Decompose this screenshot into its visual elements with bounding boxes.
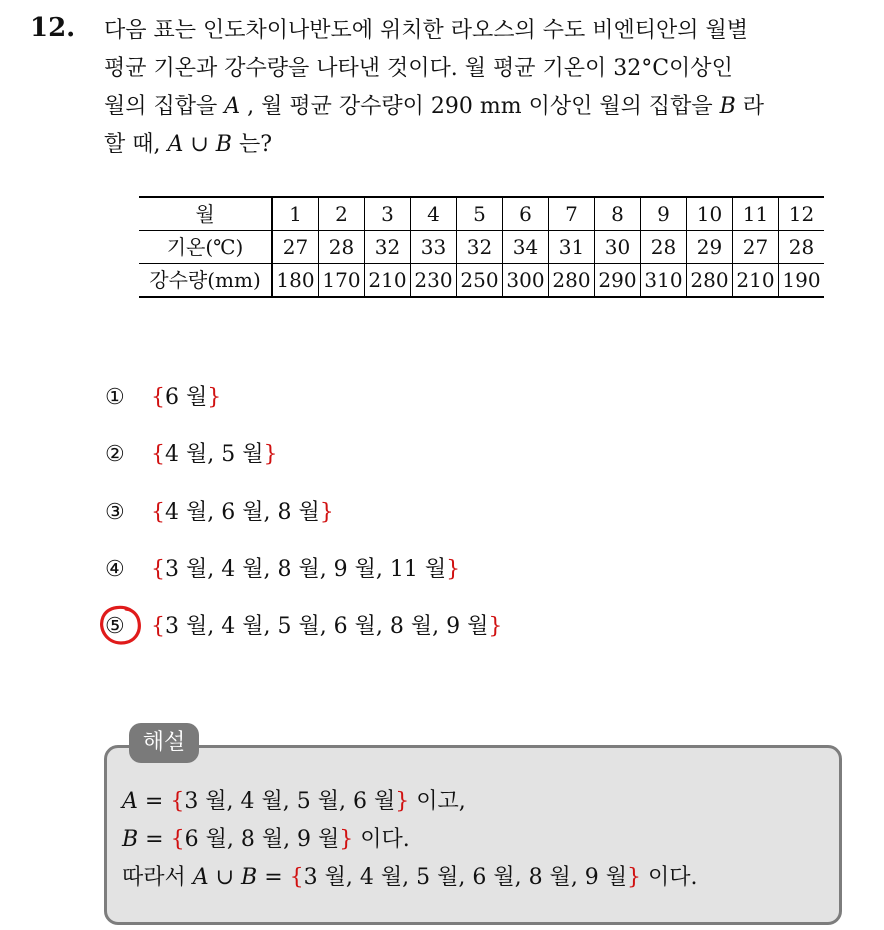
brace-close: }: [395, 789, 410, 814]
set-b-symbol: B: [719, 94, 736, 119]
choice-3[interactable]: [105, 493, 334, 533]
question-line-4: [104, 126, 874, 164]
question-line-3: [104, 88, 874, 126]
brace-close: }: [339, 827, 354, 852]
table-cell: 31: [549, 231, 595, 264]
table-header-rainfall: 강수량(mm): [139, 264, 272, 298]
table-cell: 33: [411, 231, 457, 264]
table-cell: 6: [503, 197, 549, 231]
table-cell: 1: [272, 197, 319, 231]
brace-close: }: [263, 442, 278, 467]
choice-4[interactable]: [105, 550, 460, 590]
choice-1[interactable]: [105, 378, 221, 418]
brace-close: }: [446, 557, 461, 582]
brace-open: {: [151, 557, 165, 582]
brace-close: }: [319, 500, 334, 525]
table-cell: 28: [779, 231, 825, 264]
brace-open: {: [289, 865, 304, 890]
brace-open: {: [151, 385, 165, 410]
choice-text: 3 월, 4 월, 5 월, 6 월, 8 월, 9 월: [165, 614, 489, 639]
brace-open: {: [151, 614, 165, 639]
table-row-rainfall: [139, 264, 824, 298]
question-line-1: 다음 표는 인도차이나반도에 위치한 라오스의 수도 비엔티안의 월별: [104, 18, 749, 43]
table-header-temperature: 기온(℃): [139, 231, 272, 264]
table-cell: 27: [733, 231, 779, 264]
brace-close: }: [207, 385, 222, 410]
choice-number: ⑤: [105, 614, 125, 639]
table-row-temperature: [139, 231, 824, 264]
question-text: [104, 12, 874, 164]
table-cell: 280: [549, 264, 595, 298]
question-line-2: 평균 기온과 강수량을 나타낸 것이다. 월 평균 기온이 32°C이상인: [104, 56, 733, 81]
solution-line-3-tail: 이다.: [641, 865, 698, 890]
table-header-month: 월: [139, 197, 272, 231]
table-cell: 310: [641, 264, 687, 298]
table-cell: 27: [272, 231, 319, 264]
solution-line-3-head: 따라서: [122, 865, 193, 890]
solution-line-2-tail: 이다.: [353, 827, 410, 852]
question-line-4-text-b: 는?: [231, 132, 273, 157]
choice-5[interactable]: [105, 607, 502, 647]
table-cell: 170: [319, 264, 365, 298]
set-b-symbol: B: [122, 827, 139, 852]
set-a-symbol: A: [122, 789, 138, 814]
union-expression: A ∪ B: [167, 132, 232, 157]
table-cell: 290: [595, 264, 641, 298]
solution-line-1: [122, 783, 698, 821]
table-cell: 32: [365, 231, 411, 264]
brace-open: {: [151, 500, 165, 525]
choice-number: ④: [105, 557, 125, 582]
table-cell: 30: [595, 231, 641, 264]
set-a-elements: 3 월, 4 월, 5 월, 6 월: [184, 789, 396, 814]
solution-line-1-tail: 이고,: [409, 789, 466, 814]
question-line-3-text-c: 라: [735, 94, 764, 119]
table-cell: 230: [411, 264, 457, 298]
question-line-4-text-a: 할 때,: [104, 132, 168, 157]
table-row-month: [139, 197, 824, 231]
table-cell: 210: [733, 264, 779, 298]
choice-text: 4 월, 6 월, 8 월: [165, 500, 320, 525]
union-elements: 3 월, 4 월, 5 월, 6 월, 8 월, 9 월: [303, 865, 628, 890]
climate-table: [139, 196, 824, 298]
question-line-3-text-a: 월의 집합을: [104, 94, 225, 119]
solution-text: [122, 783, 698, 897]
choice-number: ②: [105, 442, 125, 467]
question-number: 12.: [30, 13, 76, 43]
equals-sign: =: [137, 789, 171, 814]
table-cell: 9: [641, 197, 687, 231]
table-cell: 5: [457, 197, 503, 231]
solution-tag: 해설: [129, 723, 199, 763]
solution-line-3: [122, 859, 698, 897]
solution-line-2: [122, 821, 698, 859]
table-cell: 3: [365, 197, 411, 231]
table-cell: 190: [779, 264, 825, 298]
table-cell: 28: [319, 231, 365, 264]
table-cell: 11: [733, 197, 779, 231]
choice-text: 4 월, 5 월: [165, 442, 264, 467]
table-cell: 180: [272, 264, 319, 298]
set-a-symbol: A: [224, 94, 241, 119]
table-cell: 4: [411, 197, 457, 231]
table-cell: 12: [779, 197, 825, 231]
choice-text: 3 월, 4 월, 8 월, 9 월, 11 월: [165, 557, 447, 582]
table-cell: 210: [365, 264, 411, 298]
choice-number: ③: [105, 500, 125, 525]
table-cell: 29: [687, 231, 733, 264]
table-cell: 7: [549, 197, 595, 231]
answer-circle-mark-icon: [98, 603, 144, 647]
table-cell: 280: [687, 264, 733, 298]
question-line-3-text-b: , 월 평균 강수량이 290 mm 이상인 월의 집합을: [240, 94, 720, 119]
table-cell: 10: [687, 197, 733, 231]
equals-sign: =: [257, 865, 290, 890]
set-b-elements: 6 월, 8 월, 9 월: [184, 827, 340, 852]
table-cell: 28: [641, 231, 687, 264]
table-cell: 300: [503, 264, 549, 298]
brace-open: {: [170, 789, 185, 814]
choice-number: ①: [105, 385, 125, 410]
union-expression: A ∪ B: [192, 865, 258, 890]
table-cell: 32: [457, 231, 503, 264]
brace-close: }: [627, 865, 642, 890]
table-cell: 2: [319, 197, 365, 231]
table-cell: 250: [457, 264, 503, 298]
table-cell: 34: [503, 231, 549, 264]
brace-close: }: [488, 614, 503, 639]
choice-2[interactable]: [105, 435, 277, 475]
brace-open: {: [151, 442, 165, 467]
table-cell: 8: [595, 197, 641, 231]
choice-text: 6 월: [165, 385, 208, 410]
brace-open: {: [170, 827, 185, 852]
equals-sign: =: [138, 827, 171, 852]
